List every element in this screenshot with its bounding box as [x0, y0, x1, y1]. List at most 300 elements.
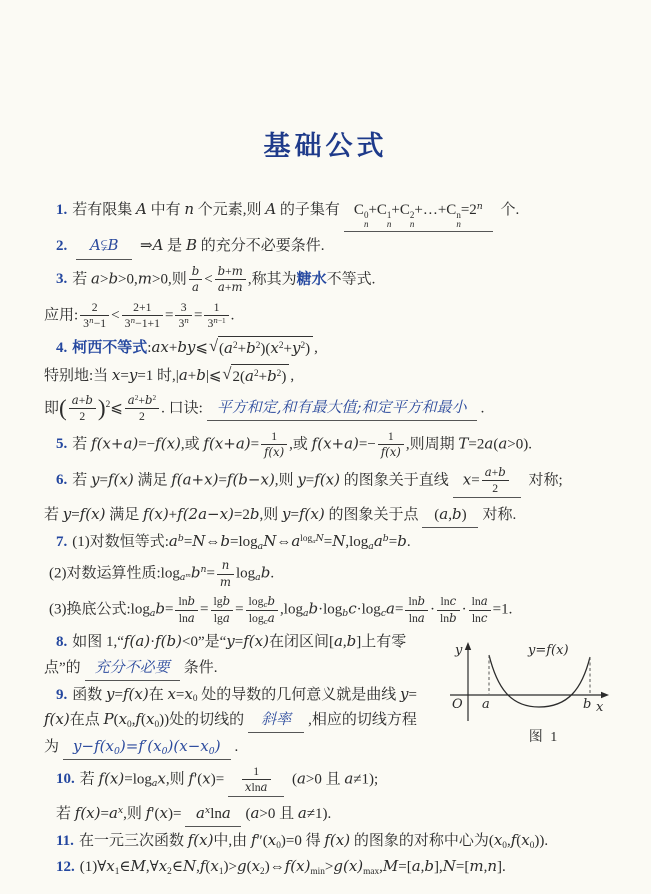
- math-var: f(x): [79, 504, 106, 523]
- math-var: b: [220, 532, 231, 551]
- item-5: 5. 若 f(x+a)=−f(x),或 f(x+a)= $\frac{1}{f(x)}$ ,或 f(x+a)=− $\frac{1}{f(x)}$ ,则周期 T=2a(a>0).: [56, 429, 532, 460]
- fraction: $\frac{b+m}{a+m}$: [215, 265, 246, 295]
- math-var: N: [442, 857, 456, 876]
- math-var: f(x): [107, 470, 134, 489]
- math-var: f: [250, 831, 257, 850]
- math-var: b: [424, 857, 435, 876]
- superscript: 2: [134, 394, 139, 402]
- math-var: f(x): [187, 831, 214, 850]
- subscript: [150, 609, 156, 619]
- formula-list: [44, 199, 627, 882]
- math-var: f(b): [155, 632, 182, 651]
- math-var: x: [146, 710, 155, 729]
- math-var: a: [91, 269, 100, 288]
- y-axis-label: y: [455, 643, 463, 658]
- fraction: $\frac{\ln a}{\ln c}$: [469, 595, 491, 625]
- math-var: n: [130, 316, 136, 326]
- item-number: 8.: [56, 634, 68, 651]
- math-var: n: [184, 200, 195, 218]
- math-var: n: [487, 857, 498, 876]
- math-var: m: [469, 857, 484, 876]
- subscript: [180, 573, 191, 583]
- fraction: $\frac{a+b}{2}$: [69, 394, 96, 424]
- math-var: b: [144, 392, 153, 407]
- superscript: logaN: [300, 533, 324, 546]
- item-number: 9.: [56, 686, 68, 703]
- fraction: $\frac{2+1}{3^n-1+1}$: [122, 301, 163, 331]
- math-var: by: [177, 338, 196, 357]
- math-var: P: [103, 710, 114, 729]
- keyword: 柯西不等式: [72, 340, 148, 357]
- math-var: a: [297, 803, 307, 822]
- math-var: c: [263, 600, 268, 610]
- math-var: a: [244, 367, 254, 386]
- math-var: N: [263, 532, 277, 551]
- math-var: m: [231, 263, 243, 278]
- item-3: 3. 若 a>b>0,m>0,则 $\frac{b}{a}$ < $\frac{b+m}{a+m}$ ,称其为糖水不等式.: [56, 263, 376, 295]
- superscript: [130, 317, 135, 325]
- math-var: b: [260, 563, 271, 582]
- math-var: f(x): [264, 445, 285, 460]
- subscript: [264, 618, 268, 626]
- radical-sign: √: [222, 364, 232, 384]
- subscript: 0: [502, 841, 507, 852]
- math-var: b: [267, 367, 277, 386]
- origin-label: O: [452, 697, 463, 712]
- superscript: n−1: [213, 316, 226, 326]
- math-var: A: [152, 235, 164, 254]
- item-7-1: 7. (1)对数恒等式$:a^b=N\Leftrightarrow b=logaN\Leftrightarrow a^{logaN}=N,logaa^b=b$.: [56, 532, 411, 553]
- math-var: c: [348, 599, 357, 618]
- math-var: y: [297, 470, 306, 489]
- math-var: a: [480, 594, 488, 609]
- fraction: $\frac{\ln b}{\ln a}$: [405, 595, 428, 625]
- math-var: f(a+x): [171, 470, 219, 489]
- math-var: M: [130, 857, 146, 876]
- math-var: b: [498, 464, 506, 479]
- math-var: a: [168, 532, 178, 551]
- subscript: [303, 609, 309, 619]
- subscript: [342, 609, 348, 619]
- math-var: y: [226, 632, 235, 651]
- math-var: c: [380, 608, 387, 620]
- item-number: 5.: [56, 436, 68, 453]
- superscript: 2: [276, 369, 282, 380]
- math-var: f: [145, 803, 152, 822]
- item-11: 11. 在一元三次函数 f(x)中,由 f″(x0)=0 得 f(x) 的图象的对称中心为(x0,f(x0)).: [56, 831, 549, 852]
- blank-answer: 平方和定,和有最大值;和定平方和最小: [207, 397, 477, 421]
- math-var: N: [332, 532, 346, 551]
- math-var: b: [342, 608, 349, 620]
- math-var: N: [315, 533, 324, 545]
- math-var: f(x): [314, 470, 340, 489]
- math-var: a: [221, 803, 231, 822]
- math-var: b: [177, 533, 184, 545]
- math-var: a: [149, 608, 156, 620]
- subscript: 0: [127, 720, 132, 731]
- math-var: m: [137, 269, 152, 288]
- math-var: b: [222, 594, 231, 609]
- math-var: m: [219, 574, 231, 589]
- math-var: x: [493, 831, 503, 850]
- superscript: [205, 806, 210, 816]
- fraction: $\frac{\lg b}{\lg a}$: [211, 595, 234, 625]
- subscript: 0: [208, 745, 215, 757]
- math-var: n: [213, 316, 218, 326]
- math-var: a: [179, 572, 186, 584]
- math-var: a: [267, 610, 275, 625]
- math-var: x: [158, 857, 168, 876]
- math-var: c: [449, 594, 457, 609]
- math-var: f(x): [142, 504, 169, 523]
- fraction: $\frac{1}{f(x)}$: [261, 430, 287, 460]
- math-var: T: [458, 434, 469, 453]
- subscript: 0: [192, 694, 198, 705]
- math-var: n: [89, 316, 94, 326]
- x-axis-label: x: [596, 700, 604, 715]
- subscript: [263, 601, 267, 609]
- math-var: a: [302, 608, 309, 620]
- math-var: f(x): [380, 445, 401, 460]
- math-var: b: [308, 599, 319, 618]
- zero-point-graph: [444, 641, 644, 725]
- subscript: [312, 539, 315, 545]
- math-var: ax: [151, 338, 169, 357]
- math-var: b: [449, 610, 457, 625]
- math-var: a: [498, 434, 508, 453]
- sqrt: √ $(a^2+b^2)(x^2+y^2)$: [209, 336, 313, 361]
- math-var: f(x): [243, 632, 269, 651]
- math-var: c: [263, 616, 268, 626]
- math-var: N: [192, 532, 206, 551]
- x-axis-arrow: [601, 692, 609, 698]
- item-6-line1: 6. 若 y=f(x) 满足 f(a+x)=f(b−x),则 y=f(x) 的图象关于直线 x= $\frac{a+b}{2}$ 对称;: [44, 466, 627, 498]
- fraction: [217, 559, 234, 589]
- math-var: y: [106, 684, 115, 703]
- math-var: y: [400, 684, 409, 703]
- math-var: b: [217, 263, 226, 278]
- math-var: a: [255, 572, 261, 584]
- math-var: M: [382, 857, 399, 876]
- page-title: 基础公式: [263, 131, 388, 161]
- math-var: a: [291, 532, 301, 551]
- sqrt: √ $2(a^2+b^2)$: [222, 364, 289, 389]
- math-var: x: [105, 737, 114, 756]
- math-var: g(x): [333, 857, 364, 876]
- b-label: b: [583, 697, 592, 712]
- math-var: A: [136, 200, 147, 218]
- math-var: x: [210, 857, 219, 876]
- a-label: a: [482, 697, 490, 712]
- blank-answer: x= $\frac{a+b}{2}$: [453, 466, 521, 498]
- blank-answer: y−f(x0)=f′(x0)(x−x0): [63, 736, 231, 760]
- item-9-line2: f(x)在点 P(x0,f(x0))处的切线的 斜率 ,相应的切线方程: [44, 709, 627, 733]
- math-var: a: [296, 769, 306, 788]
- math-var: f(x+a): [91, 434, 139, 453]
- blank-answer: $a^x\ln a$: [185, 803, 241, 828]
- item-6-line2: 若 y=f(x) 满足 f(x)+f(2a−x)=2b,则 y=f(x) 的图象关于点 (a,b) 对称.: [44, 504, 627, 529]
- math-var: y: [62, 504, 72, 523]
- math-var: x: [462, 470, 472, 489]
- figure-caption: 图 1: [528, 730, 560, 745]
- superscript: 2: [232, 341, 238, 352]
- math-var: f: [94, 737, 100, 756]
- fraction: $\frac{2}{3^n-1}$: [80, 301, 109, 331]
- subscript: [381, 609, 386, 619]
- math-var: b: [249, 504, 260, 523]
- math-var: B: [185, 235, 197, 254]
- math-var: n: [184, 316, 189, 326]
- function-curve: [489, 655, 590, 707]
- item-number: 10.: [56, 771, 75, 788]
- math-var: f(x): [155, 434, 181, 453]
- math-var: f(x): [98, 769, 125, 788]
- item-12: 12. (1)∀x1∈M,∀x2∈N,f(x1)>g(x2)⇔f(x)min>g(x)max,M=[a,b],N=[m,n].: [56, 857, 506, 877]
- item-7-3: (3)换底公式:logab= $\frac{\ln b}{\ln a}$ = $\frac{\lg b}{\lg a}$ = $\frac{\text{logcb}}{\text{logca}}$ ,logab·logbc·logca= $\frac{\ln b}{\ln a}$ · $\frac{\ln c}{\ln b}$ · $\frac{\ln a}{\ln c}$ =1.: [49, 594, 513, 626]
- item-2: 2. A⫋B ⇒A 是 B 的充分不必要条件.: [44, 235, 627, 260]
- math-var: a: [224, 339, 233, 358]
- math-var: x: [267, 831, 277, 850]
- math-var: b: [155, 599, 165, 618]
- math-var: b: [190, 563, 201, 582]
- math-var: y: [291, 339, 301, 358]
- math-var: a: [344, 769, 354, 788]
- math-var: x: [202, 769, 211, 788]
- item-7-2: (2)对数运算性质$:\log a^mb^n=$ $\frac{n}{m}$ logab.: [49, 558, 275, 589]
- math-var: a: [257, 541, 264, 553]
- y-axis-arrow: [465, 642, 471, 650]
- subscript: 0: [276, 841, 281, 852]
- item-4-mnemonic: 即( $\frac{a+b}{2}$ )$^2$⩽ $\frac{a^2+b^2}{2}$ . 口诀: 平方和定,和有最大值;和定平方和最小 .: [44, 392, 485, 424]
- fraction: $\frac{\ln b}{\ln a}$: [175, 595, 198, 625]
- math-var: b: [85, 392, 93, 407]
- math-var: f(x+a): [311, 434, 359, 453]
- big-paren: (: [59, 395, 67, 422]
- subscript: [255, 573, 261, 583]
- superscript: [185, 573, 190, 579]
- item-9-line1: 9. 函数 y=f(x)在 x=x0 处的导数的几何意义就是曲线 y=: [56, 684, 417, 705]
- math-var: f(x): [44, 710, 70, 729]
- math-var: b: [108, 269, 119, 288]
- math-var: a: [484, 464, 492, 479]
- math-var: B: [107, 235, 119, 254]
- superscript: 2: [152, 394, 157, 402]
- math-var: f(b−x): [226, 470, 275, 489]
- subscript: max: [363, 866, 380, 877]
- blank-answer: [228, 765, 284, 797]
- math-var: x: [200, 737, 209, 756]
- blank-answer: 充分不必要: [85, 657, 180, 681]
- math-var: f: [188, 769, 194, 788]
- math-var: f(x+a): [203, 434, 251, 453]
- math-var: x: [106, 857, 115, 876]
- math-var: y: [282, 504, 291, 523]
- math-var: A: [265, 200, 277, 218]
- blank-answer: A⫋B: [76, 235, 132, 260]
- superscript: [89, 317, 94, 325]
- math-var: x: [153, 737, 162, 756]
- sup-sub-stack: 2 n: [409, 210, 415, 230]
- math-var: a: [368, 541, 374, 553]
- subscript: min: [310, 866, 325, 877]
- subscript: 0: [161, 745, 168, 757]
- math-var: x: [244, 780, 252, 795]
- subscript: 0: [154, 720, 160, 731]
- superscript: [383, 534, 389, 544]
- item-number: 11.: [56, 833, 74, 850]
- superscript: [200, 565, 206, 575]
- fraction: $\frac{1}{f(x)}$: [378, 430, 404, 460]
- math-var: a: [217, 280, 225, 295]
- math-var: a: [71, 392, 79, 407]
- item-number: 3.: [56, 271, 68, 288]
- math-var: m: [185, 573, 191, 580]
- math-var: x: [167, 684, 176, 703]
- math-var: b: [267, 594, 276, 609]
- item-number: 6.: [56, 472, 68, 489]
- math-var: a: [373, 532, 383, 551]
- math-var: f(x): [324, 831, 351, 850]
- figure-1: [444, 641, 644, 746]
- blank-answer: 斜率: [248, 709, 304, 733]
- math-var: a: [250, 803, 260, 822]
- math-var: x: [157, 769, 166, 788]
- math-var: a: [260, 780, 268, 795]
- sup-sub-stack: 1 n: [386, 210, 392, 230]
- math-var: A: [90, 235, 101, 254]
- math-var: f: [199, 857, 206, 876]
- superscript: 2: [278, 341, 284, 352]
- math-var: a: [178, 366, 188, 385]
- item-number: 2.: [56, 237, 68, 254]
- math-var: a: [312, 539, 316, 546]
- math-var: f(a): [123, 632, 151, 651]
- math-var: x: [117, 804, 124, 816]
- math-var: a: [187, 610, 195, 625]
- item-4: 4. 柯西不等式:ax+by⩽ √ $(a^2+b^2)(x^2+y^2)$ ,: [44, 336, 627, 361]
- math-var: b: [346, 632, 357, 651]
- math-var: x: [270, 339, 279, 358]
- math-var: n: [221, 558, 230, 573]
- subscript: 0: [113, 745, 120, 757]
- math-var: a: [127, 392, 135, 407]
- superscript: [477, 202, 483, 212]
- item-number: 12.: [56, 859, 75, 876]
- math-var: f(x): [298, 504, 325, 523]
- math-var: b: [382, 533, 389, 545]
- fraction: $\frac{1}{xlna}$: [242, 765, 271, 795]
- math-var: a: [151, 777, 158, 789]
- math-var: a: [439, 504, 449, 523]
- math-var: N: [182, 857, 197, 876]
- math-var: y: [73, 737, 82, 756]
- fraction: [189, 265, 202, 295]
- math-var: a: [333, 632, 343, 651]
- item-8-line2: 点”的 充分不必要 条件.: [44, 657, 627, 681]
- math-var: b: [191, 263, 200, 278]
- superscript: [118, 806, 123, 816]
- math-var: b: [417, 594, 426, 609]
- blank-answer: C 0 n +C 1 n +C 2 n +…+C n n $=2^n$: [344, 200, 493, 232]
- math-var: f(2a−x): [177, 504, 234, 523]
- subscript: 1: [114, 866, 120, 877]
- math-var: y: [128, 366, 138, 385]
- math-var: y: [91, 470, 100, 489]
- item-10-line1: 10. 若 f(x)=logax,则 f′(x)= $\frac{1}{xlna}$ (a>0 且 a≠1);: [44, 765, 627, 797]
- fraction: $\frac{\text{logcb}}{\text{logca}}$: [246, 595, 278, 625]
- math-var: x: [204, 804, 211, 816]
- math-var: f(x): [122, 684, 149, 703]
- sup-sub-stack: 0 n: [363, 210, 369, 230]
- fraction: $\frac{a^2+b^2}{2}$: [125, 394, 159, 424]
- math-var: x: [251, 857, 261, 876]
- subscript: 2: [167, 866, 172, 877]
- item-number: 7.: [56, 534, 68, 551]
- superscript: [178, 534, 184, 544]
- item-3-application: 应用: $\frac{2}{3^n-1}$ < $\frac{2+1}{3^n-1+1}$ = $\frac{3}{3^n}$ = $\frac{1}{3^{n-1}}$ .: [44, 300, 235, 331]
- superscript: 2: [300, 341, 306, 352]
- big-paren: ): [97, 395, 106, 422]
- math-var: a: [108, 803, 118, 822]
- subscript: [152, 779, 158, 789]
- math-var: a: [417, 610, 425, 625]
- item-9-line3: 为 y−f(x0)=f′(x0)(x−x0) .: [44, 736, 627, 760]
- math-var: x: [179, 737, 188, 756]
- math-var: x: [111, 366, 121, 385]
- item-number: 4.: [56, 340, 68, 357]
- subscript: 2: [260, 866, 265, 877]
- math-var: b: [187, 594, 196, 609]
- math-var: a: [411, 857, 421, 876]
- math-var: m: [231, 280, 243, 295]
- item-4-special: 特别地:当 x=y=1 时,|a+b|⩽ √ $2(a^2+b^2)$ ,: [44, 364, 627, 389]
- math-var: f: [510, 831, 517, 850]
- curve-label: y=f(x): [528, 643, 569, 658]
- item-10-line2: 若 $f(x)=a^x$,则 $f'(x)= a^x\ln a$ (a>0 且 a≠1).: [44, 803, 627, 828]
- math-var: x: [159, 803, 168, 822]
- math-var: a: [191, 280, 199, 295]
- math-var: c: [480, 610, 488, 625]
- math-var: a: [196, 803, 205, 822]
- subscript: 1: [218, 866, 224, 877]
- superscript: 2: [105, 400, 111, 411]
- math-var: b: [246, 339, 256, 358]
- radical-sign: √: [208, 336, 219, 356]
- superscript: [184, 317, 189, 325]
- math-var: a: [386, 599, 395, 618]
- math-var: g: [236, 857, 247, 876]
- math-var: b: [452, 504, 462, 523]
- item-1: 1. 若有限集 A 中有 n 个元素,则 A 的子集有 C 0 n +C 1 n +C 2 n +…+C n n $=2^n$ 个.: [44, 199, 627, 232]
- math-var: f(x): [284, 857, 311, 876]
- subscript: [368, 542, 374, 552]
- keyword: 糖水: [296, 271, 327, 288]
- fraction: $\frac{a+b}{2}$: [482, 466, 509, 496]
- subscript: 0: [529, 841, 535, 852]
- fraction: $\frac{1}{3^{n-1}}$: [204, 301, 228, 331]
- fraction: $\frac{3}{3^n}$: [175, 301, 192, 331]
- sup-sub-stack: n n: [456, 210, 461, 230]
- blank-answer: (a,b): [422, 504, 478, 529]
- math-var: a: [484, 434, 494, 453]
- math-var: a: [222, 610, 230, 625]
- math-var: x: [521, 831, 530, 850]
- superscript: 2: [255, 341, 261, 352]
- math-var: f(x): [74, 803, 101, 822]
- math-var: f: [135, 710, 142, 729]
- math-var: x: [118, 710, 128, 729]
- math-var: x: [184, 684, 193, 703]
